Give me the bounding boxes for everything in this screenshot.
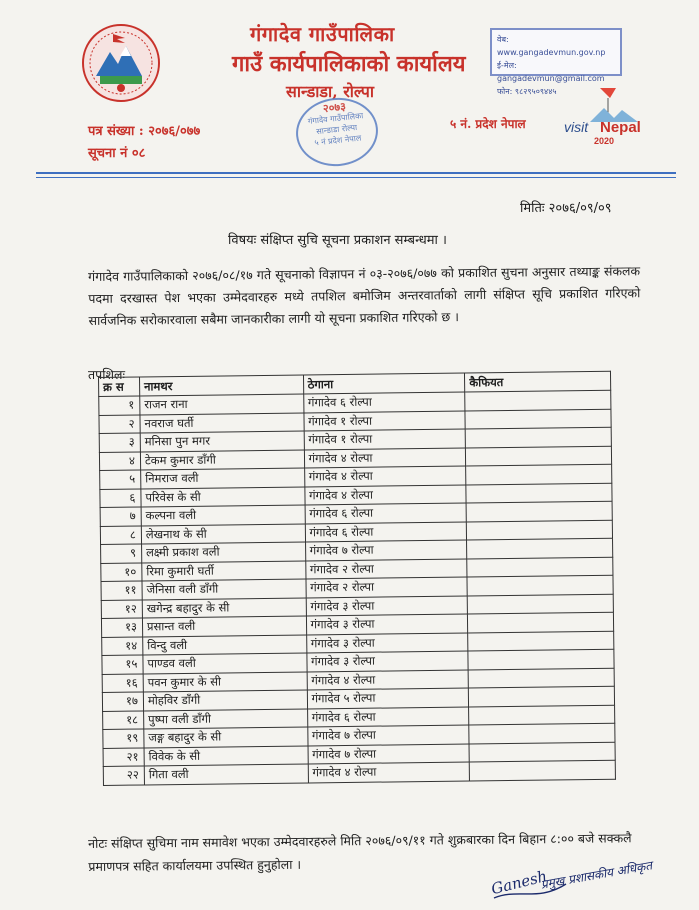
name-cell: कल्पना वली — [141, 505, 305, 525]
contact-web: वेब: www.gangadevmun.gov.np — [497, 35, 606, 57]
remarks-cell — [469, 686, 615, 706]
address-cell: गंगादेव ७ रोल्पा — [307, 725, 469, 745]
remarks-cell — [465, 427, 611, 447]
name-cell: पुष्पा वली डाँगी — [144, 708, 308, 728]
name-cell: रिमा कुमारी घर्ती — [142, 560, 306, 580]
remarks-cell — [467, 520, 613, 540]
header-remarks: कैफियत — [465, 371, 611, 392]
address-cell: गंगादेव ४ रोल्पा — [304, 448, 466, 468]
name-cell: राजन राना — [140, 394, 304, 414]
name-cell: नवराज घर्ती — [140, 412, 304, 432]
remarks-cell — [466, 446, 612, 466]
address-cell: गंगादेव ७ रोल्पा — [308, 743, 470, 763]
name-cell: मोहविर डाँगी — [143, 690, 307, 710]
address-cell: गंगादेव २ रोल्पा — [306, 577, 468, 597]
serial-cell: ६ — [100, 488, 141, 507]
serial-cell: २२ — [103, 766, 144, 785]
address-cell: गंगादेव ६ रोल्पा — [307, 706, 469, 726]
notice-number: सूचना नं ०८ — [88, 146, 146, 161]
address-cell: गंगादेव ४ रोल्पा — [308, 762, 470, 782]
address-cell: गंगादेव ४ रोल्पा — [304, 485, 466, 505]
stamp-year: २०७३ — [322, 99, 347, 116]
address-cell: गंगादेव ६ रोल्पा — [303, 392, 465, 412]
serial-cell: १३ — [101, 618, 142, 637]
name-cell: विवेक के सी — [144, 745, 308, 765]
contact-phone: फोन: ९८२९५०९४४५ — [497, 87, 557, 96]
serial-cell: १५ — [102, 655, 143, 674]
serial-cell: १७ — [102, 692, 143, 711]
note-text: नोटः संक्षिप्त सुचिमा नाम समावेश भएका उम्मेदवारहरुले मिति २०७६/०९/११ गते शुक्रबारका दिन बिहान ८:०० बजे सक्कलै प्रमाणपत्र सहित कार्यालयमा उपस्थित हुनुहोला । — [88, 830, 632, 874]
nepal-text: Nepal — [600, 119, 641, 136]
remarks-cell — [469, 742, 615, 762]
remarks-cell — [467, 538, 613, 558]
address-cell: गंगादेव १ रोल्पा — [304, 411, 466, 431]
remarks-cell — [468, 668, 614, 688]
serial-cell: ७ — [100, 507, 141, 526]
visit-nepal-logo — [560, 82, 652, 150]
remarks-cell — [469, 723, 615, 743]
name-cell: मनिसा पुन मगर — [140, 431, 304, 451]
subject-line: विषयः संक्षिप्त सुचि सूचना प्रकाशन सम्बन्धमा । — [228, 233, 447, 248]
document-date: मितिः २०७६/०९/०९ — [520, 201, 612, 216]
serial-cell: १० — [101, 562, 142, 581]
address-cell: गंगादेव १ रोल्पा — [304, 429, 466, 449]
serial-cell: १९ — [103, 729, 144, 748]
stamp-line-1: गंगादेव गाउँपालिका — [307, 111, 364, 126]
name-cell: जङ्ग बहादुर के सी — [144, 727, 308, 747]
signatory-title: प्रमुख प्रशासकीय अधिकृत — [539, 858, 654, 892]
remarks-cell — [468, 612, 614, 632]
serial-cell: ४ — [99, 451, 140, 470]
address-cell: गंगादेव ३ रोल्पा — [306, 633, 468, 653]
remarks-cell — [467, 594, 613, 614]
name-cell: लक्ष्मी प्रकाश वली — [141, 542, 305, 562]
address-cell: गंगादेव ६ रोल्पा — [305, 503, 467, 523]
serial-cell: ३ — [99, 433, 140, 452]
serial-cell: १४ — [102, 636, 143, 655]
serial-cell: ८ — [100, 525, 141, 544]
address-cell: गंगादेव ४ रोल्पा — [307, 669, 469, 689]
serial-cell: १ — [99, 396, 140, 415]
header-serial: क्र स — [99, 377, 140, 396]
header-divider-thin — [36, 177, 676, 178]
signature-handwriting: Ganesh — [489, 866, 549, 899]
name-cell: पवन कुमार के सी — [143, 671, 307, 691]
remarks-cell — [465, 390, 611, 410]
remarks-cell — [467, 557, 613, 577]
reference-number: पत्र संख्या : २०७६/०७७ — [88, 124, 201, 139]
serial-cell: ११ — [101, 581, 142, 600]
header-name: नामथर — [139, 375, 303, 396]
year-2020-text: 2020 — [594, 136, 615, 146]
stamp-line-2: सान्डाडा रोल्पा — [315, 122, 358, 137]
serial-cell: २ — [99, 414, 140, 433]
visit-text: visit — [564, 119, 589, 135]
name-cell: लेखनाथ के सी — [141, 523, 305, 543]
name-cell: खगेन्द्र बहादुर के सी — [142, 597, 306, 617]
address-cell: गंगादेव ५ रोल्पा — [307, 688, 469, 708]
remarks-cell — [468, 649, 614, 669]
organization-name: गंगादेव गाउँपालिका — [250, 22, 395, 46]
address-cell: गंगादेव ३ रोल्पा — [306, 651, 468, 671]
remarks-cell — [466, 464, 612, 484]
name-cell: परिवेस के सी — [141, 486, 305, 506]
contact-box — [490, 28, 622, 96]
address-cell: गंगादेव ७ रोल्पा — [305, 540, 467, 560]
contact-email: ई-मेल: gangadevmun@gmail.com — [497, 61, 605, 83]
serial-cell: ५ — [100, 470, 141, 489]
name-cell: पाण्डव वली — [143, 653, 307, 673]
office-name: गाउँ कार्यपालिकाको कार्यालय — [232, 51, 466, 77]
notice-paragraph: गंगादेव गाउँपालिकाको २०७६/०८/१७ गते सूचनाको विज्ञापन नं ०३-२०७६/०७७ को प्रकाशित सुचना अनुसार तथ्याङ्क संकलक पदमा दरखास्त पेश भएका उम्मेदवारहरु मध्ये तपशिल बमोजिम अन्तरवार्ताको लागी संक्षिप्त सूचि प्रकाशित गरिएको सार्वजनिक सरोकारवाला सबैमा जानकारीका लागी यो सूचना प्रकाशित गरिएको छ । — [88, 263, 641, 328]
name-cell: प्रसान्त वली — [142, 616, 306, 636]
province-label: ५ नं. प्रदेश नेपाल — [450, 117, 526, 131]
address-cell: गंगादेव ४ रोल्पा — [304, 466, 466, 486]
remarks-cell — [467, 575, 613, 595]
remarks-cell — [466, 501, 612, 521]
remarks-cell — [468, 631, 614, 651]
name-cell: विन्दु वली — [143, 634, 307, 654]
address-cell: गंगादेव ३ रोल्पा — [306, 614, 468, 634]
serial-cell: १२ — [101, 599, 142, 618]
serial-cell: ९ — [101, 544, 142, 563]
serial-cell: १८ — [103, 710, 144, 729]
header-address: ठेगाना — [303, 373, 465, 394]
table-body — [99, 390, 616, 785]
remarks-cell — [465, 409, 611, 429]
office-location: सान्डाडा, रोल्पा — [286, 82, 375, 101]
remarks-cell — [469, 760, 615, 780]
stamp-line-3: ५ नं प्रदेश नेपाल — [314, 133, 362, 148]
address-cell: गंगादेव ३ रोल्पा — [306, 596, 468, 616]
name-cell: निमराज वली — [141, 468, 305, 488]
address-cell: गंगादेव ६ रोल्पा — [305, 522, 467, 542]
name-cell: गिता वली — [144, 764, 308, 784]
header-divider — [36, 172, 676, 174]
name-cell: जेनिसा वली डाँगी — [142, 579, 306, 599]
name-cell: टेकम कुमार डाँगी — [140, 449, 304, 469]
serial-cell: २१ — [103, 747, 144, 766]
remarks-cell — [469, 705, 615, 725]
remarks-cell — [466, 483, 612, 503]
serial-cell: १६ — [102, 673, 143, 692]
shortlist-table — [98, 371, 616, 786]
address-cell: गंगादेव २ रोल्पा — [305, 559, 467, 579]
details-label: तपशिलः — [88, 367, 125, 382]
nepal-emblem-icon — [80, 22, 162, 104]
office-stamp — [293, 94, 382, 170]
